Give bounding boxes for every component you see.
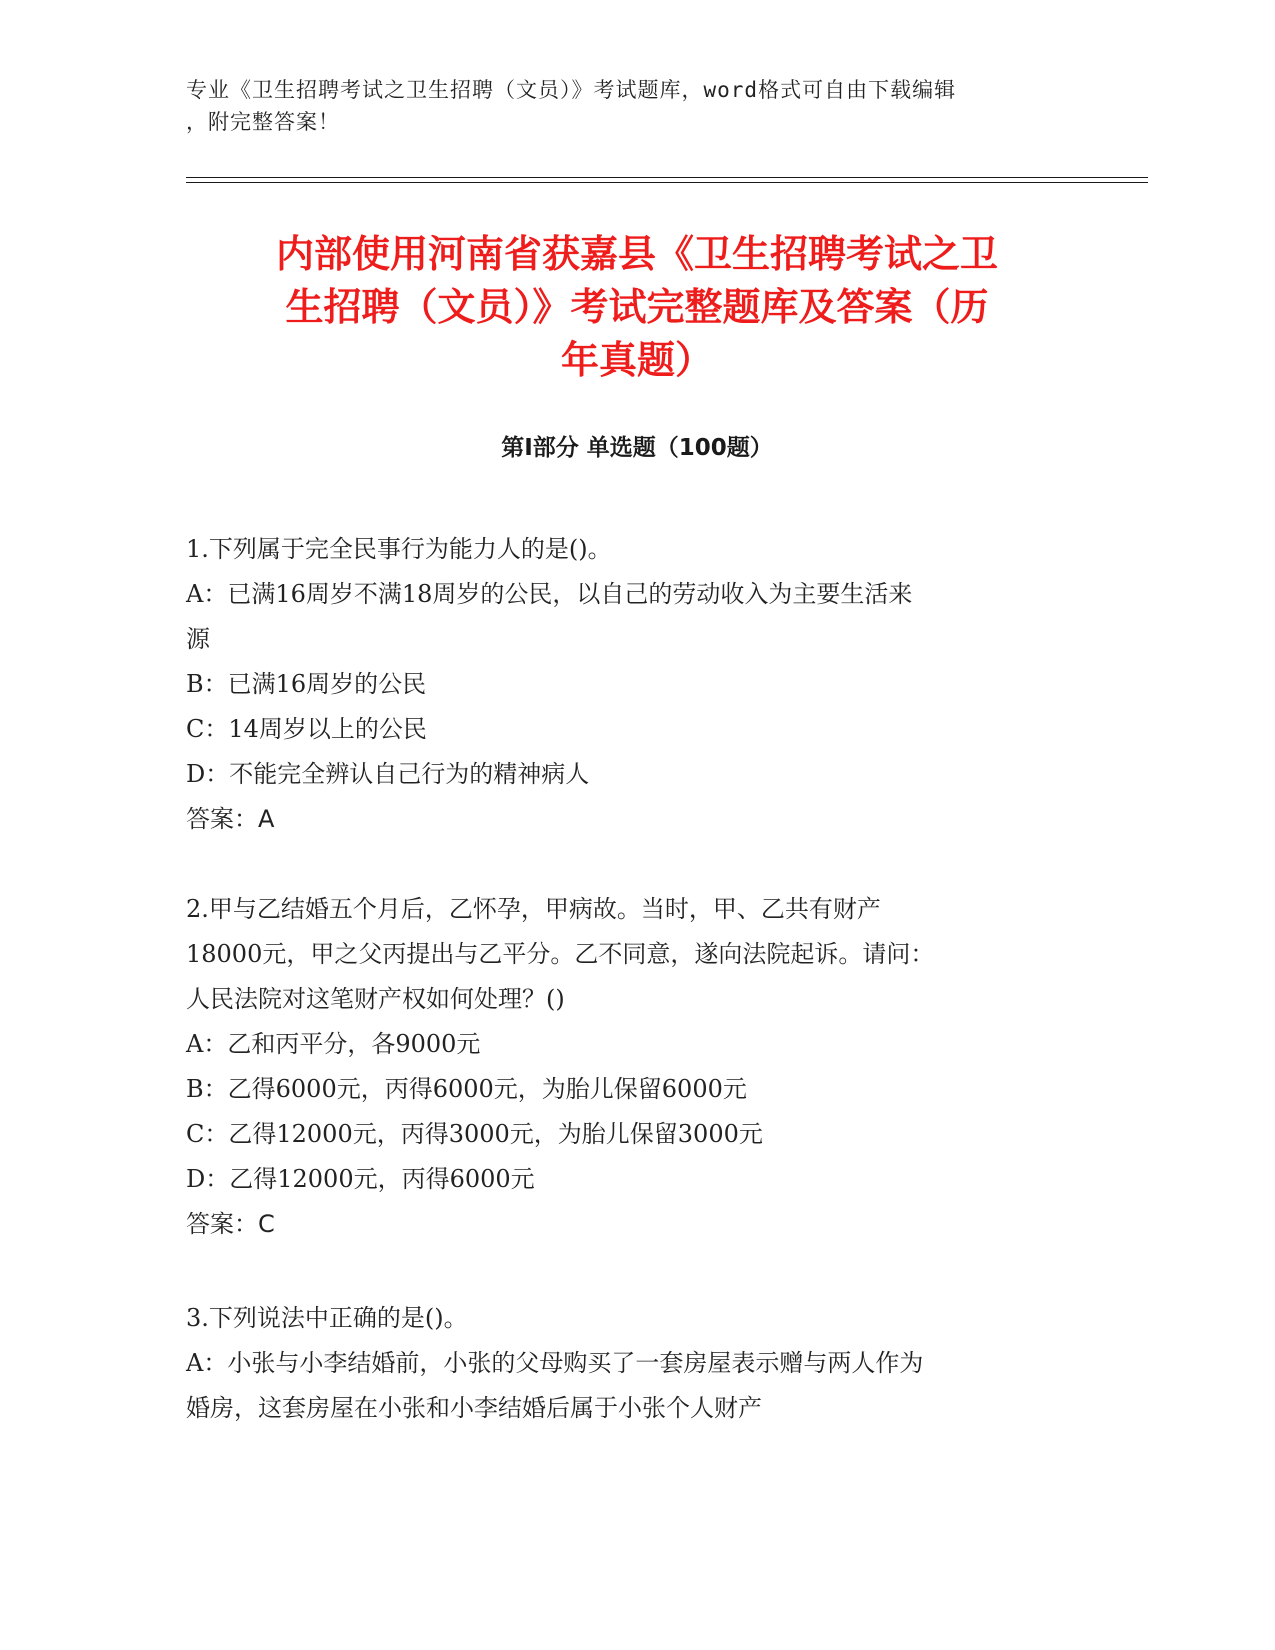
document-title-line-1: 内部使用河南省获嘉县《卫生招聘考试之卫 xyxy=(275,232,998,276)
option-d: D：不能完全辨认自己行为的精神病人 xyxy=(186,760,590,788)
section-heading: 第Ⅰ部分 单选题（100题） xyxy=(501,435,773,461)
option-b: B：已满16周岁的公民 xyxy=(186,670,427,698)
option-d: D：乙得12000元，丙得6000元 xyxy=(186,1165,535,1193)
option-a xyxy=(186,572,1086,662)
document-title xyxy=(186,228,1088,387)
option-a-text: A：小张与小李结婚前，小张的父母购买了一套房屋表示赠与两人作为 xyxy=(186,1349,924,1377)
question-1 xyxy=(186,527,1086,842)
header-divider-bottom xyxy=(186,182,1148,183)
answer: 答案：A xyxy=(186,805,275,833)
option-a-text-cont: 源 xyxy=(186,625,210,653)
question-3 xyxy=(186,1296,1086,1431)
question-stem-line-3: 人民法院对这笔财产权如何处理？() xyxy=(186,985,565,1013)
option-c: C：14周岁以上的公民 xyxy=(186,715,427,743)
question-2 xyxy=(186,887,1086,1247)
header-note-line-2: ，附完整答案！ xyxy=(186,110,340,134)
option-c: C：乙得12000元，丙得3000元，为胎儿保留3000元 xyxy=(186,1120,763,1148)
option-a-text-cont: 婚房，这套房屋在小张和小李结婚后属于小张个人财产 xyxy=(186,1394,762,1422)
option-a: A：乙和丙平分，各9000元 xyxy=(186,1030,481,1058)
question-stem-line-2: 18000元，甲之父丙提出与乙平分。乙不同意，遂向法院起诉。请问： xyxy=(186,940,935,968)
option-a-text: A：已满16周岁不满18周岁的公民，以自己的劳动收入为主要生活来 xyxy=(186,580,913,608)
question-stem: 1.下列属于完全民事行为能力人的是()。 xyxy=(186,535,612,563)
header-note-line-1: 专业《卫生招聘考试之卫生招聘（文员）》考试题库，word格式可自由下载编辑 xyxy=(186,78,957,102)
document-title-line-2: 生招聘（文员）》考试完整题库及答案（历 xyxy=(285,285,989,329)
question-stem xyxy=(186,887,1086,1022)
option-b: B：乙得6000元，丙得6000元，为胎儿保留6000元 xyxy=(186,1075,747,1103)
header-divider-top xyxy=(186,177,1148,178)
option-a xyxy=(186,1341,1086,1431)
question-stem: 3.下列说法中正确的是()。 xyxy=(186,1304,468,1332)
question-stem-line-1: 2.甲与乙结婚五个月后，乙怀孕，甲病故。当时，甲、乙共有财产 xyxy=(186,895,881,923)
answer: 答案：C xyxy=(186,1210,275,1238)
header-note xyxy=(186,74,1066,138)
document-title-line-3: 年真题） xyxy=(560,338,713,382)
